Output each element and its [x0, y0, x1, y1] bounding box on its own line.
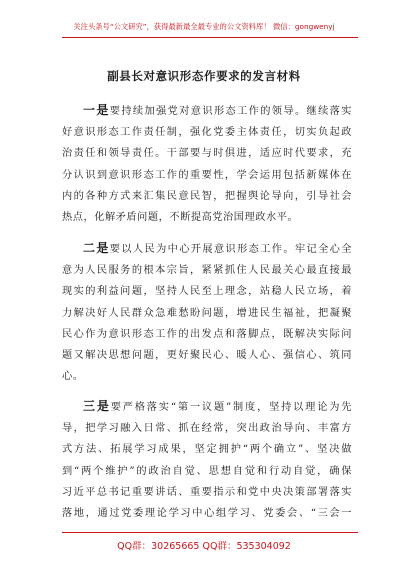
paragraph-1-line-5: 内的各种方式来汇集民意民智，把握舆论导向，引导社会	[62, 190, 352, 202]
paragraph-2-line-5: 民心作为意识形态工作的出发点和落脚点，既解决实际问	[62, 328, 352, 340]
paragraph-3-line-6: 落地，通过党委理论学习中心组学习、党委会、“三会一	[62, 508, 352, 520]
paragraph-1-line-6: 热点，化解矛盾问题，不断提高党治国理政水平。	[62, 212, 299, 224]
document-title: 副县长对意识形态作要求的发言材料	[107, 69, 301, 83]
paragraph-1-line-4: 分认识到意识形态工作的重要性，学会运用包括新媒体在	[62, 169, 352, 181]
paragraph-3-line-2: 导，把学习融入日常、抓在经常，突出政治导向、丰富方	[62, 423, 352, 435]
paragraph-2	[62, 238, 352, 387]
header-divider	[62, 37, 358, 38]
paragraph-1-line-3: 治责任和领导责任。干部要与时俱进，适应时代要求，充	[62, 148, 352, 160]
paragraph-3-line-1: 三是要严格落实“第一议题”制度，坚持以理论为先	[83, 399, 352, 413]
paragraph-3-line-3: 式方法、拓展学习成果，坚定拥护“两个确立”、坚决做	[62, 444, 352, 456]
paragraph-3-lead: 三是	[83, 399, 111, 413]
paragraph-1-line-1: 一是要持续加强党对意识形态工作的领导。继续落实	[83, 103, 352, 117]
paragraph-3-line-4: 到“两个维护”的政治自觉、思想自觉和行动自觉，确保	[62, 465, 352, 477]
paragraph-2-line-6: 题又解决思想问题，更好聚民心、暖人心、强信心、筑同	[62, 350, 352, 362]
paragraph-1	[62, 100, 352, 228]
paragraph-2-line-2: 意为人民服务的根本宗旨，紧紧抓住人民最关心最直接最	[62, 265, 352, 277]
footer-divider	[62, 532, 358, 533]
paragraph-3	[62, 396, 352, 524]
paragraph-2-lead: 二是	[83, 241, 110, 255]
paragraph-3-line-5: 习近平总书记重要讲话、重要指示和党中央决策部署落实	[62, 486, 352, 498]
paragraph-2-line-7: 心。	[62, 371, 84, 383]
paragraph-1-lead: 一是	[83, 103, 110, 117]
header-promo-text: 关注头条号“公文研究”，获得最新最全最专业的公文资料库！ 微信：gongwenyj	[73, 22, 335, 31]
paragraph-2-line-1: 二是要以人民为中心开展意识形态工作。牢记全心全	[83, 241, 352, 255]
footer-qq-groups: QQ群：30265665 QQ群：535304092	[117, 541, 291, 552]
paragraph-2-line-4: 力解决好人民群众急难愁盼问题，增进民生福祉，把凝聚	[62, 307, 352, 319]
paragraph-1-line-2: 好意识形态工作责任制，强化党委主体责任，切实负起政	[62, 127, 352, 139]
paragraph-2-line-3: 现实的利益问题，坚持人民至上理念，站稳人民立场，着	[62, 286, 352, 298]
